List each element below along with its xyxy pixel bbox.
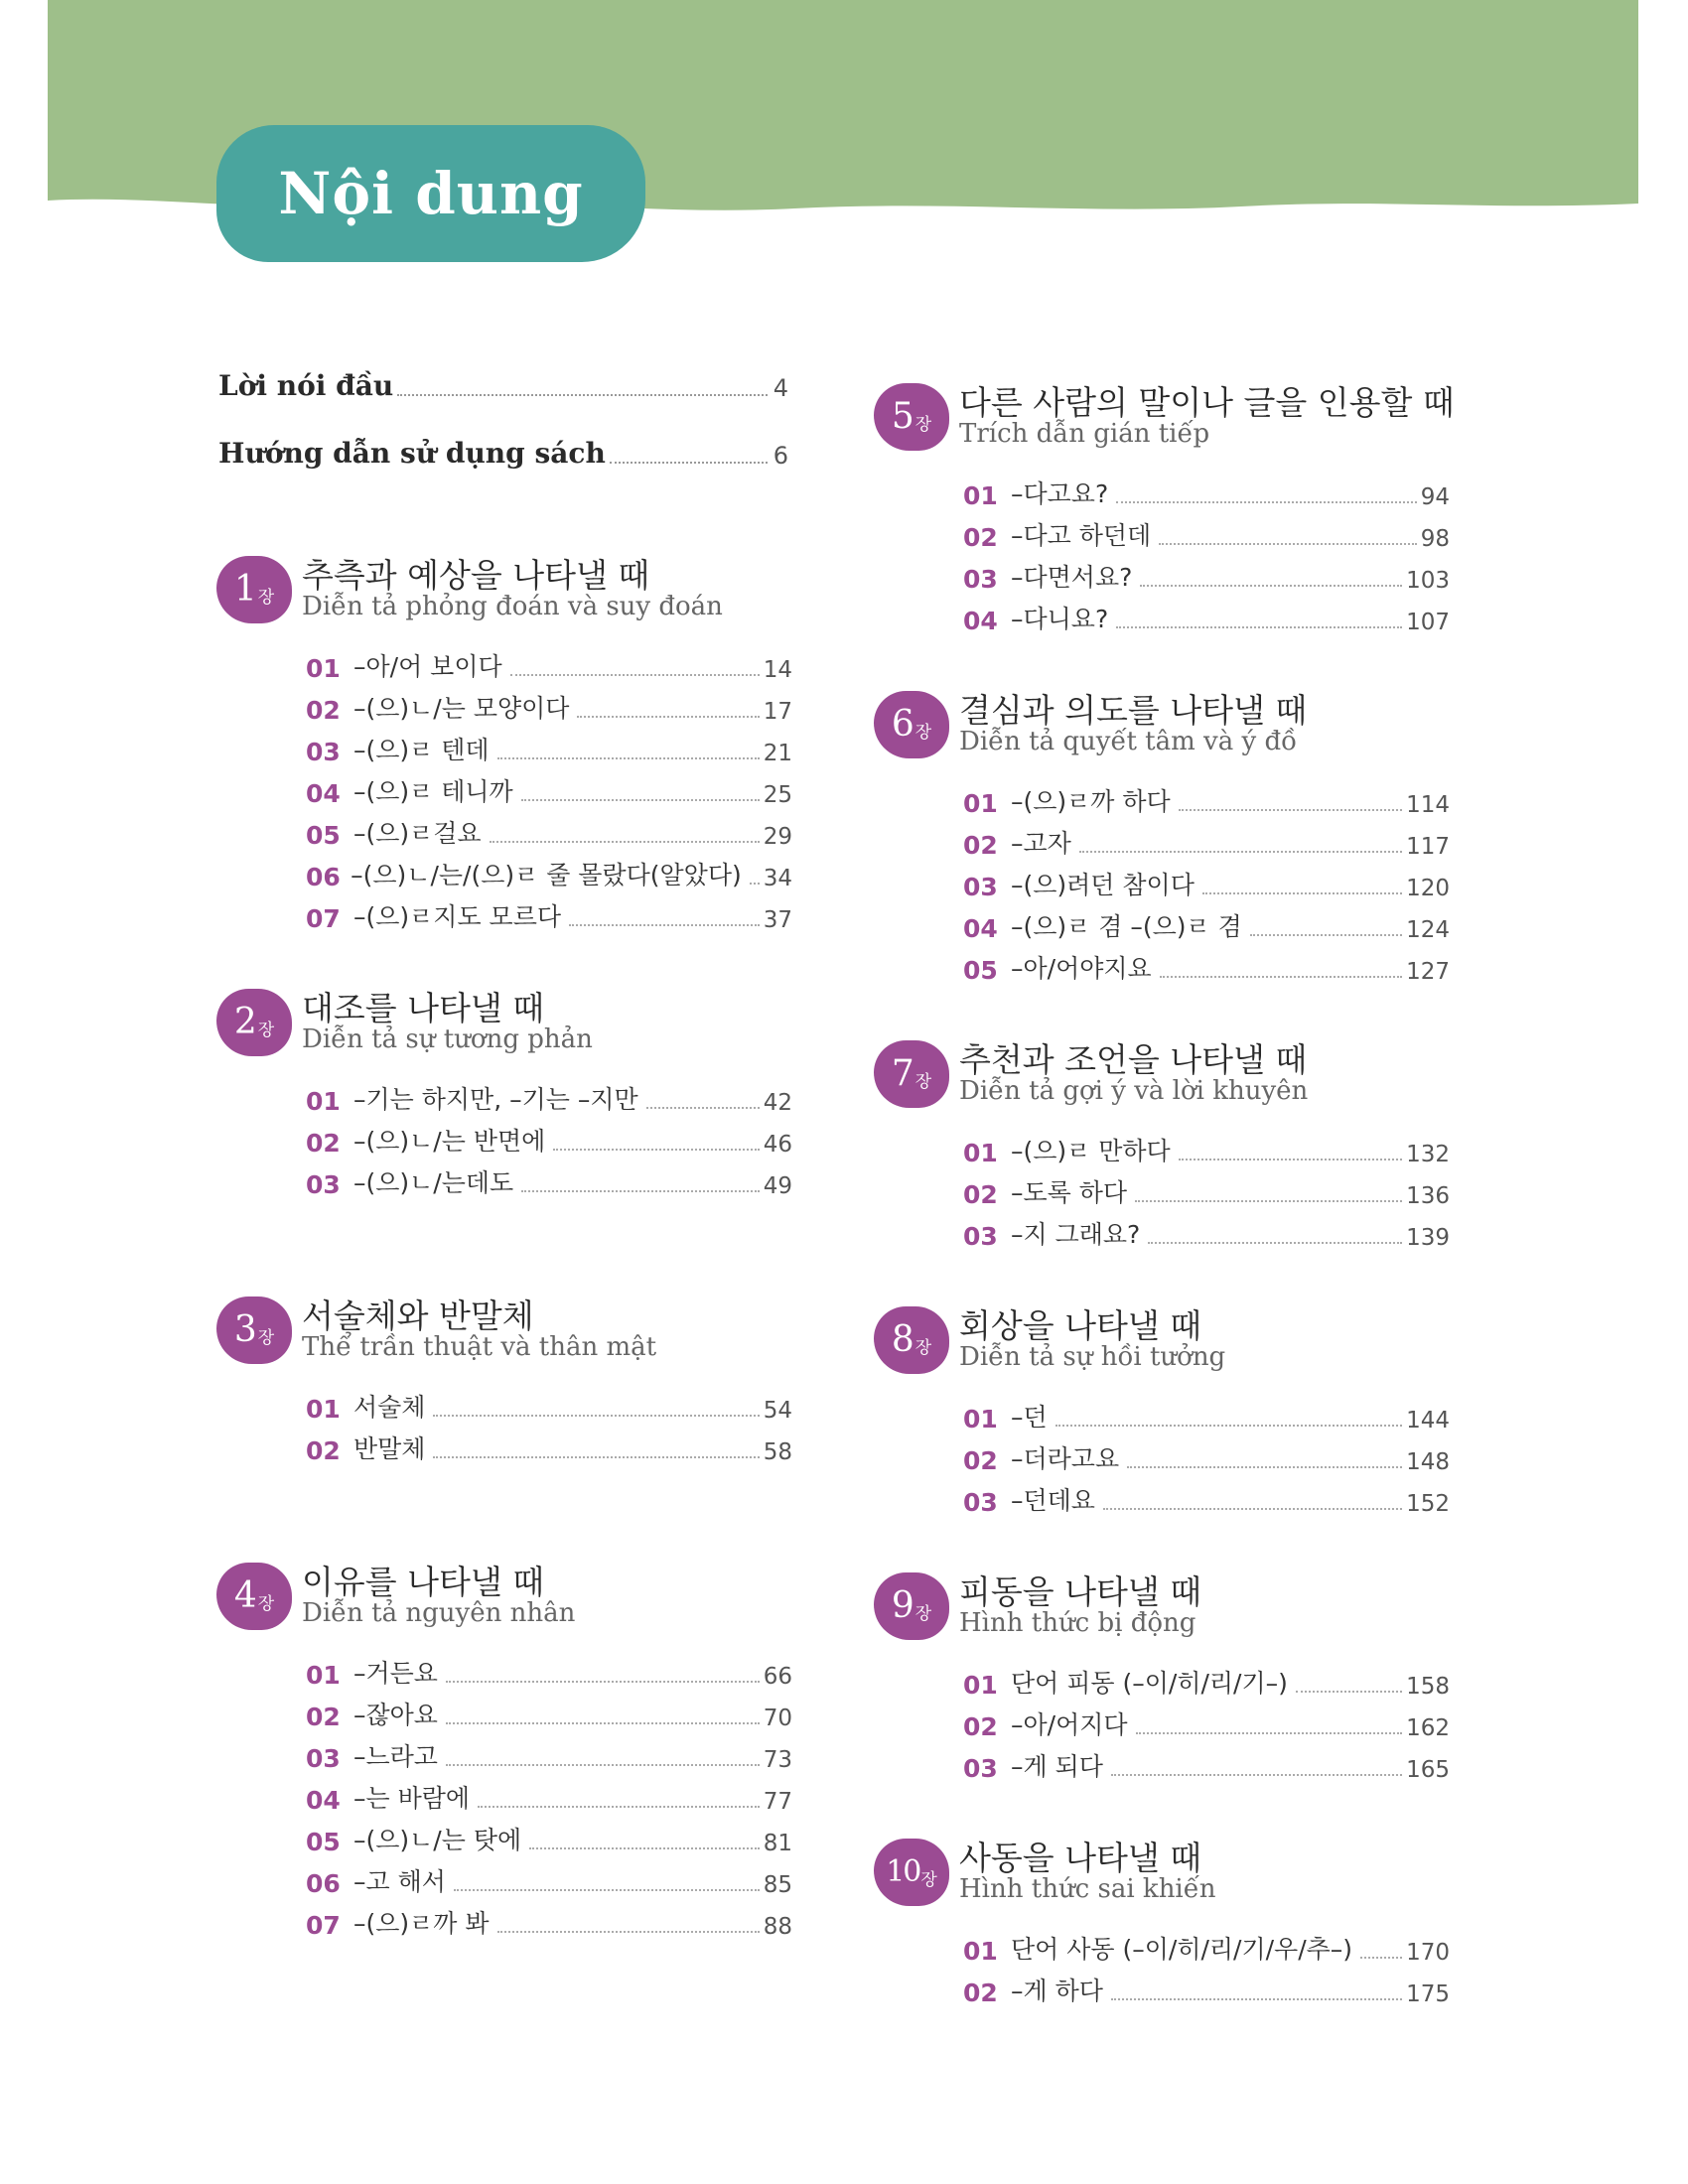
entry-text: –다고 하던데 bbox=[1011, 521, 1152, 550]
dot-leader bbox=[1250, 934, 1402, 936]
chapter-title: 회상을 나타낼 때 bbox=[959, 1306, 1202, 1345]
chapter-title: 사동을 나타낼 때 bbox=[959, 1839, 1202, 1877]
entry-number: 04 bbox=[963, 607, 998, 635]
entry-number: 01 bbox=[306, 1087, 341, 1116]
page-number: 175 bbox=[1406, 1981, 1450, 2007]
entry-number: 05 bbox=[963, 956, 998, 985]
chapter-unit: 장 bbox=[257, 1020, 275, 1040]
chapter-unit: 장 bbox=[257, 1593, 275, 1614]
page-number: 114 bbox=[1406, 792, 1450, 818]
chapter-title: 이유를 나타낼 때 bbox=[302, 1563, 545, 1601]
entry-number: 04 bbox=[963, 914, 998, 943]
entry-number: 05 bbox=[306, 821, 341, 850]
dot-leader bbox=[1179, 809, 1402, 811]
entry-text: –다면서요? bbox=[1011, 563, 1133, 592]
page-number: 139 bbox=[1406, 1225, 1450, 1251]
page-number: 34 bbox=[763, 866, 792, 891]
entry-text: –지 그래요? bbox=[1011, 1220, 1141, 1249]
chapter-items bbox=[963, 469, 1450, 635]
dot-leader bbox=[521, 1190, 760, 1192]
entry-text: 반말체 bbox=[353, 1434, 426, 1463]
chapter-number: 1 bbox=[233, 569, 257, 610]
chapter-title: 피동을 나타낼 때 bbox=[959, 1572, 1202, 1611]
dot-leader bbox=[446, 1681, 760, 1683]
page-number: 21 bbox=[763, 741, 792, 766]
chapter-title: 다른 사람의 말이나 글을 인용할 때 bbox=[959, 383, 1455, 422]
entry-number: 03 bbox=[963, 873, 998, 901]
page-number: 77 bbox=[763, 1789, 792, 1815]
dot-leader bbox=[497, 757, 760, 759]
entry-text: –(으)ㄹ까 봐 bbox=[353, 1909, 490, 1938]
dot-leader bbox=[1296, 1691, 1402, 1693]
dot-leader bbox=[1160, 976, 1402, 978]
entry-text: –(으)ㄹ걸요 bbox=[353, 819, 482, 848]
dot-leader bbox=[490, 841, 760, 843]
toc-entry[interactable] bbox=[306, 1690, 792, 1731]
front-matter-label: Lời nói đầu bbox=[218, 369, 394, 402]
dot-leader bbox=[433, 1456, 759, 1458]
chapter-title: 추천과 조언을 나타낼 때 bbox=[959, 1040, 1308, 1079]
chapter-number: 4 bbox=[233, 1575, 257, 1616]
entry-text: –고자 bbox=[1011, 829, 1071, 858]
entry-number: 03 bbox=[963, 1754, 998, 1783]
toc-entry[interactable] bbox=[963, 1209, 1450, 1251]
page-number: 162 bbox=[1406, 1715, 1450, 1741]
page-number: 132 bbox=[1406, 1142, 1450, 1167]
toc-entry[interactable] bbox=[306, 1773, 792, 1815]
dot-leader bbox=[1140, 585, 1402, 587]
entry-text: –느라고 bbox=[353, 1742, 438, 1771]
toc-entry[interactable] bbox=[306, 683, 792, 725]
toc-entry[interactable] bbox=[306, 1382, 792, 1424]
entry-text: –(으)ㄹ 텐데 bbox=[353, 736, 490, 764]
page-number: 170 bbox=[1406, 1940, 1450, 1966]
entry-text: –던데요 bbox=[1011, 1486, 1095, 1515]
chapter-subtitle: Trích dẫn gián tiếp bbox=[959, 419, 1210, 449]
entry-number: 02 bbox=[963, 1979, 998, 2007]
page-number: 85 bbox=[763, 1872, 792, 1898]
page-number: 54 bbox=[763, 1398, 792, 1424]
chapter-number-badge bbox=[216, 989, 292, 1056]
page-number: 73 bbox=[763, 1747, 792, 1773]
chapter-items bbox=[963, 1924, 1450, 2007]
toc-entry[interactable] bbox=[963, 1475, 1450, 1517]
toc-entry[interactable] bbox=[306, 1731, 792, 1773]
dot-leader bbox=[1116, 626, 1402, 628]
page-number: 158 bbox=[1406, 1674, 1450, 1700]
page-number: 127 bbox=[1406, 959, 1450, 985]
page-number: 88 bbox=[763, 1914, 792, 1940]
chapter-unit: 장 bbox=[914, 1603, 932, 1624]
entry-number: 05 bbox=[306, 1828, 341, 1856]
entry-number: 01 bbox=[306, 654, 341, 683]
chapter-number: 6 bbox=[891, 704, 914, 745]
entry-text: –아/어야지요 bbox=[1011, 954, 1152, 983]
page-title: Nội dung bbox=[216, 125, 645, 262]
page-number: 66 bbox=[763, 1664, 792, 1690]
chapter-number-badge bbox=[874, 1839, 949, 1906]
chapter-number-badge bbox=[874, 1040, 949, 1108]
chapter-number-badge bbox=[874, 1306, 949, 1374]
entry-text: –아/어지다 bbox=[1011, 1710, 1128, 1739]
entry-text: –(으)ㄹ 테니까 bbox=[353, 777, 513, 806]
dot-leader bbox=[1111, 1774, 1402, 1776]
entry-text: –아/어 보이다 bbox=[353, 652, 502, 681]
dot-leader bbox=[577, 716, 759, 718]
dot-leader bbox=[1135, 1200, 1402, 1202]
dot-leader bbox=[433, 1415, 759, 1417]
chapter-items bbox=[306, 641, 792, 933]
dot-leader bbox=[1127, 1466, 1402, 1468]
toc-entry[interactable] bbox=[306, 1074, 792, 1116]
chapter-items bbox=[963, 1126, 1450, 1251]
entry-number: 01 bbox=[963, 789, 998, 818]
dot-leader bbox=[1136, 1732, 1403, 1734]
entry-number: 02 bbox=[306, 1703, 341, 1731]
chapter-items bbox=[306, 1648, 792, 1940]
chapter-items bbox=[306, 1074, 792, 1199]
entry-text: –기는 하지만, –기는 –지만 bbox=[353, 1085, 638, 1114]
entry-text: 단어 피동 (–이/히/리/기–) bbox=[1011, 1669, 1288, 1698]
dot-leader bbox=[510, 674, 760, 676]
chapter-items bbox=[963, 1658, 1450, 1783]
page-number: 4 bbox=[773, 374, 788, 402]
chapter-number-badge bbox=[874, 1572, 949, 1640]
dot-leader bbox=[446, 1722, 760, 1724]
entry-number: 02 bbox=[963, 831, 998, 860]
entry-number: 02 bbox=[306, 1129, 341, 1158]
toc-entry[interactable] bbox=[963, 469, 1450, 510]
entry-text: –던 bbox=[1011, 1403, 1048, 1432]
toc-entry[interactable] bbox=[963, 594, 1450, 635]
page-number: 124 bbox=[1406, 917, 1450, 943]
toc-entry[interactable] bbox=[963, 1741, 1450, 1783]
entry-number: 03 bbox=[306, 1170, 341, 1199]
entry-text: –(으)ㄹ까 하다 bbox=[1011, 787, 1171, 816]
entry-text: –(으)ㄹ지도 모르다 bbox=[353, 902, 562, 931]
entry-text: –(으)ㄴ/는 탓에 bbox=[353, 1826, 522, 1854]
entry-number: 01 bbox=[963, 1139, 998, 1167]
toc-entry[interactable] bbox=[963, 1700, 1450, 1741]
entry-number: 02 bbox=[963, 1180, 998, 1209]
chapter-number-badge bbox=[216, 556, 292, 623]
entry-text: –(으)ㄹ 겸 –(으)ㄹ 겸 bbox=[1011, 912, 1242, 941]
entry-number: 04 bbox=[306, 779, 341, 808]
chapter-subtitle: Diễn tả gợi ý và lời khuyên bbox=[959, 1076, 1309, 1106]
page-number: 98 bbox=[1420, 526, 1450, 552]
toc-entry[interactable] bbox=[963, 1924, 1450, 1966]
toc-entry[interactable] bbox=[306, 1815, 792, 1856]
chapter-number: 8 bbox=[891, 1319, 914, 1360]
chapter-title: 결심과 의도를 나타낼 때 bbox=[959, 691, 1308, 730]
entry-number: 01 bbox=[963, 1405, 998, 1433]
toc-entry[interactable] bbox=[963, 860, 1450, 901]
entry-number: 01 bbox=[306, 1395, 341, 1424]
page-number: 94 bbox=[1420, 484, 1450, 510]
dot-leader bbox=[454, 1889, 760, 1891]
chapter-number: 2 bbox=[233, 1002, 257, 1042]
toc-entry[interactable] bbox=[306, 808, 792, 850]
entry-text: –잖아요 bbox=[353, 1701, 438, 1729]
chapter-items bbox=[963, 1392, 1450, 1517]
chapter-unit: 장 bbox=[914, 1337, 932, 1358]
page-number: 81 bbox=[763, 1831, 792, 1856]
page-number: 14 bbox=[763, 657, 792, 683]
dot-leader bbox=[446, 1764, 760, 1766]
chapter-items bbox=[963, 776, 1450, 985]
chapter-title: 추측과 예상을 나타낼 때 bbox=[302, 556, 650, 595]
dot-leader bbox=[521, 799, 760, 801]
dot-leader bbox=[478, 1806, 760, 1808]
page-number: 29 bbox=[763, 824, 792, 850]
page-number: 42 bbox=[763, 1090, 792, 1116]
page-number: 70 bbox=[763, 1706, 792, 1731]
dot-leader bbox=[1111, 1998, 1402, 2000]
page-number: 103 bbox=[1406, 568, 1450, 594]
toc-entry[interactable] bbox=[306, 891, 792, 933]
entry-text: –(으)려던 참이다 bbox=[1011, 871, 1195, 899]
chapter-subtitle: Diễn tả quyết tâm và ý đồ bbox=[959, 727, 1297, 756]
dot-leader bbox=[1079, 851, 1402, 853]
front-matter-label: Hướng dẫn sử dụng sách bbox=[218, 437, 606, 470]
toc-entry[interactable] bbox=[963, 776, 1450, 818]
dot-leader bbox=[497, 1931, 760, 1933]
toc-entry[interactable] bbox=[963, 1966, 1450, 2007]
entry-number: 07 bbox=[306, 904, 341, 933]
chapter-unit: 장 bbox=[920, 1869, 937, 1890]
chapter-subtitle: Diễn tả nguyên nhân bbox=[302, 1598, 576, 1628]
chapter-subtitle: Hình thức bị động bbox=[959, 1608, 1196, 1638]
chapter-items bbox=[306, 1382, 792, 1465]
entry-number: 02 bbox=[963, 1712, 998, 1741]
page-number: 136 bbox=[1406, 1183, 1450, 1209]
entry-number: 01 bbox=[963, 1671, 998, 1700]
page-number: 17 bbox=[763, 699, 792, 725]
toc-entry[interactable] bbox=[306, 766, 792, 808]
entry-text: 서술체 bbox=[353, 1393, 426, 1422]
dot-leader bbox=[1159, 543, 1417, 545]
dot-leader bbox=[1202, 892, 1402, 894]
entry-number: 02 bbox=[963, 1446, 998, 1475]
page-number: 152 bbox=[1406, 1491, 1450, 1517]
entry-number: 06 bbox=[306, 1869, 341, 1898]
entry-text: –게 하다 bbox=[1011, 1977, 1103, 2005]
dot-leader bbox=[646, 1107, 760, 1109]
page-number: 148 bbox=[1406, 1449, 1450, 1475]
chapter-unit: 장 bbox=[257, 587, 275, 608]
chapter-number: 7 bbox=[891, 1053, 914, 1094]
entry-text: –(으)ㄴ/는 모양이다 bbox=[353, 694, 570, 723]
entry-number: 03 bbox=[963, 1488, 998, 1517]
entry-number: 07 bbox=[306, 1911, 341, 1940]
entry-text: –고 해서 bbox=[353, 1867, 446, 1896]
toc-entry[interactable] bbox=[963, 1167, 1450, 1209]
toc-entry[interactable] bbox=[306, 1856, 792, 1898]
toc-entry[interactable] bbox=[963, 1658, 1450, 1700]
front-matter-row bbox=[218, 437, 788, 470]
toc-entry[interactable] bbox=[963, 1392, 1450, 1433]
entry-text: –게 되다 bbox=[1011, 1752, 1103, 1781]
page-number: 37 bbox=[763, 907, 792, 933]
entry-text: –(으)ㄴ/는데도 bbox=[353, 1168, 514, 1197]
chapter-number: 3 bbox=[233, 1309, 257, 1350]
entry-text: –(으)ㄹ 만하다 bbox=[1011, 1137, 1171, 1165]
chapter-number-badge bbox=[216, 1563, 292, 1630]
chapter-number-badge bbox=[874, 383, 949, 451]
dot-leader bbox=[750, 883, 760, 885]
dot-leader bbox=[1360, 1957, 1402, 1959]
page-number: 46 bbox=[763, 1132, 792, 1158]
entry-number: 06 bbox=[306, 863, 341, 891]
dot-leader bbox=[1055, 1425, 1402, 1427]
dot-leader bbox=[553, 1149, 759, 1151]
chapter-number-badge bbox=[216, 1297, 292, 1364]
dot-leader bbox=[1179, 1159, 1402, 1160]
dot-leader bbox=[569, 924, 760, 926]
entry-number: 02 bbox=[306, 1436, 341, 1465]
entry-number: 01 bbox=[963, 1937, 998, 1966]
toc-entry[interactable] bbox=[306, 1898, 792, 1940]
toc-entry[interactable] bbox=[306, 1424, 792, 1465]
entry-text: –거든요 bbox=[353, 1659, 438, 1688]
page-number: 120 bbox=[1406, 876, 1450, 901]
entry-number: 01 bbox=[306, 1661, 341, 1690]
entry-text: –더라고요 bbox=[1011, 1444, 1120, 1473]
chapter-unit: 장 bbox=[914, 414, 932, 435]
toc-entry[interactable] bbox=[963, 510, 1450, 552]
chapter-number-badge bbox=[874, 691, 949, 758]
entry-number: 01 bbox=[963, 481, 998, 510]
toc-entry[interactable] bbox=[963, 901, 1450, 943]
dot-leader bbox=[610, 462, 768, 464]
entry-text: –(으)ㄴ/는 반면에 bbox=[353, 1127, 546, 1156]
chapter-unit: 장 bbox=[914, 722, 932, 743]
chapter-number: 5 bbox=[891, 396, 914, 437]
toc-entry[interactable] bbox=[306, 1158, 792, 1199]
chapter-title: 서술체와 반말체 bbox=[302, 1297, 534, 1335]
chapter-unit: 장 bbox=[257, 1327, 275, 1348]
entry-text: –는 바람에 bbox=[353, 1784, 471, 1813]
toc-entry[interactable] bbox=[306, 641, 792, 683]
entry-number: 03 bbox=[306, 738, 341, 766]
entry-text: 단어 사동 (–이/히/리/기/우/추–) bbox=[1011, 1935, 1353, 1964]
page-number: 49 bbox=[763, 1173, 792, 1199]
dot-leader bbox=[397, 394, 767, 396]
entry-number: 04 bbox=[306, 1786, 341, 1815]
entry-text: –도록 하다 bbox=[1011, 1178, 1128, 1207]
chapter-title: 대조를 나타낼 때 bbox=[302, 989, 545, 1027]
dot-leader bbox=[1103, 1508, 1402, 1510]
entry-number: 03 bbox=[963, 1222, 998, 1251]
toc-entry[interactable] bbox=[306, 725, 792, 766]
page-number: 144 bbox=[1406, 1408, 1450, 1433]
toc-entry[interactable] bbox=[963, 943, 1450, 985]
toc-entry[interactable] bbox=[963, 1433, 1450, 1475]
entry-number: 02 bbox=[306, 696, 341, 725]
page-number: 117 bbox=[1406, 834, 1450, 860]
entry-number: 03 bbox=[963, 565, 998, 594]
chapter-subtitle: Diễn tả sự tương phản bbox=[302, 1024, 593, 1054]
toc-entry[interactable] bbox=[963, 552, 1450, 594]
toc-entry[interactable] bbox=[306, 1116, 792, 1158]
entry-text: –(으)ㄴ/는/(으)ㄹ 줄 몰랐다(알았다) bbox=[351, 861, 742, 889]
toc-entry[interactable] bbox=[963, 818, 1450, 860]
front-matter-row bbox=[218, 369, 788, 402]
chapter-number: 10 bbox=[886, 1854, 920, 1889]
dot-leader bbox=[1116, 501, 1416, 503]
chapter-number: 9 bbox=[891, 1585, 914, 1626]
chapter-subtitle: Diễn tả sự hồi tưởng bbox=[959, 1342, 1226, 1372]
entry-text: –다고요? bbox=[1011, 479, 1109, 508]
page-number: 25 bbox=[763, 782, 792, 808]
page-number: 107 bbox=[1406, 610, 1450, 635]
toc-entry[interactable] bbox=[306, 1648, 792, 1690]
entry-text: –다니요? bbox=[1011, 605, 1109, 633]
page-number: 6 bbox=[773, 442, 788, 470]
chapter-unit: 장 bbox=[914, 1071, 932, 1092]
dot-leader bbox=[529, 1847, 760, 1849]
page-number: 165 bbox=[1406, 1757, 1450, 1783]
chapter-subtitle: Thể trần thuật và thân mật bbox=[302, 1332, 657, 1362]
toc-entry[interactable] bbox=[306, 850, 792, 891]
page-number: 58 bbox=[763, 1439, 792, 1465]
entry-number: 02 bbox=[963, 523, 998, 552]
dot-leader bbox=[1148, 1242, 1402, 1244]
chapter-subtitle: Diễn tả phỏng đoán và suy đoán bbox=[302, 592, 723, 621]
chapter-subtitle: Hình thức sai khiến bbox=[959, 1874, 1216, 1904]
entry-number: 03 bbox=[306, 1744, 341, 1773]
toc-entry[interactable] bbox=[963, 1126, 1450, 1167]
